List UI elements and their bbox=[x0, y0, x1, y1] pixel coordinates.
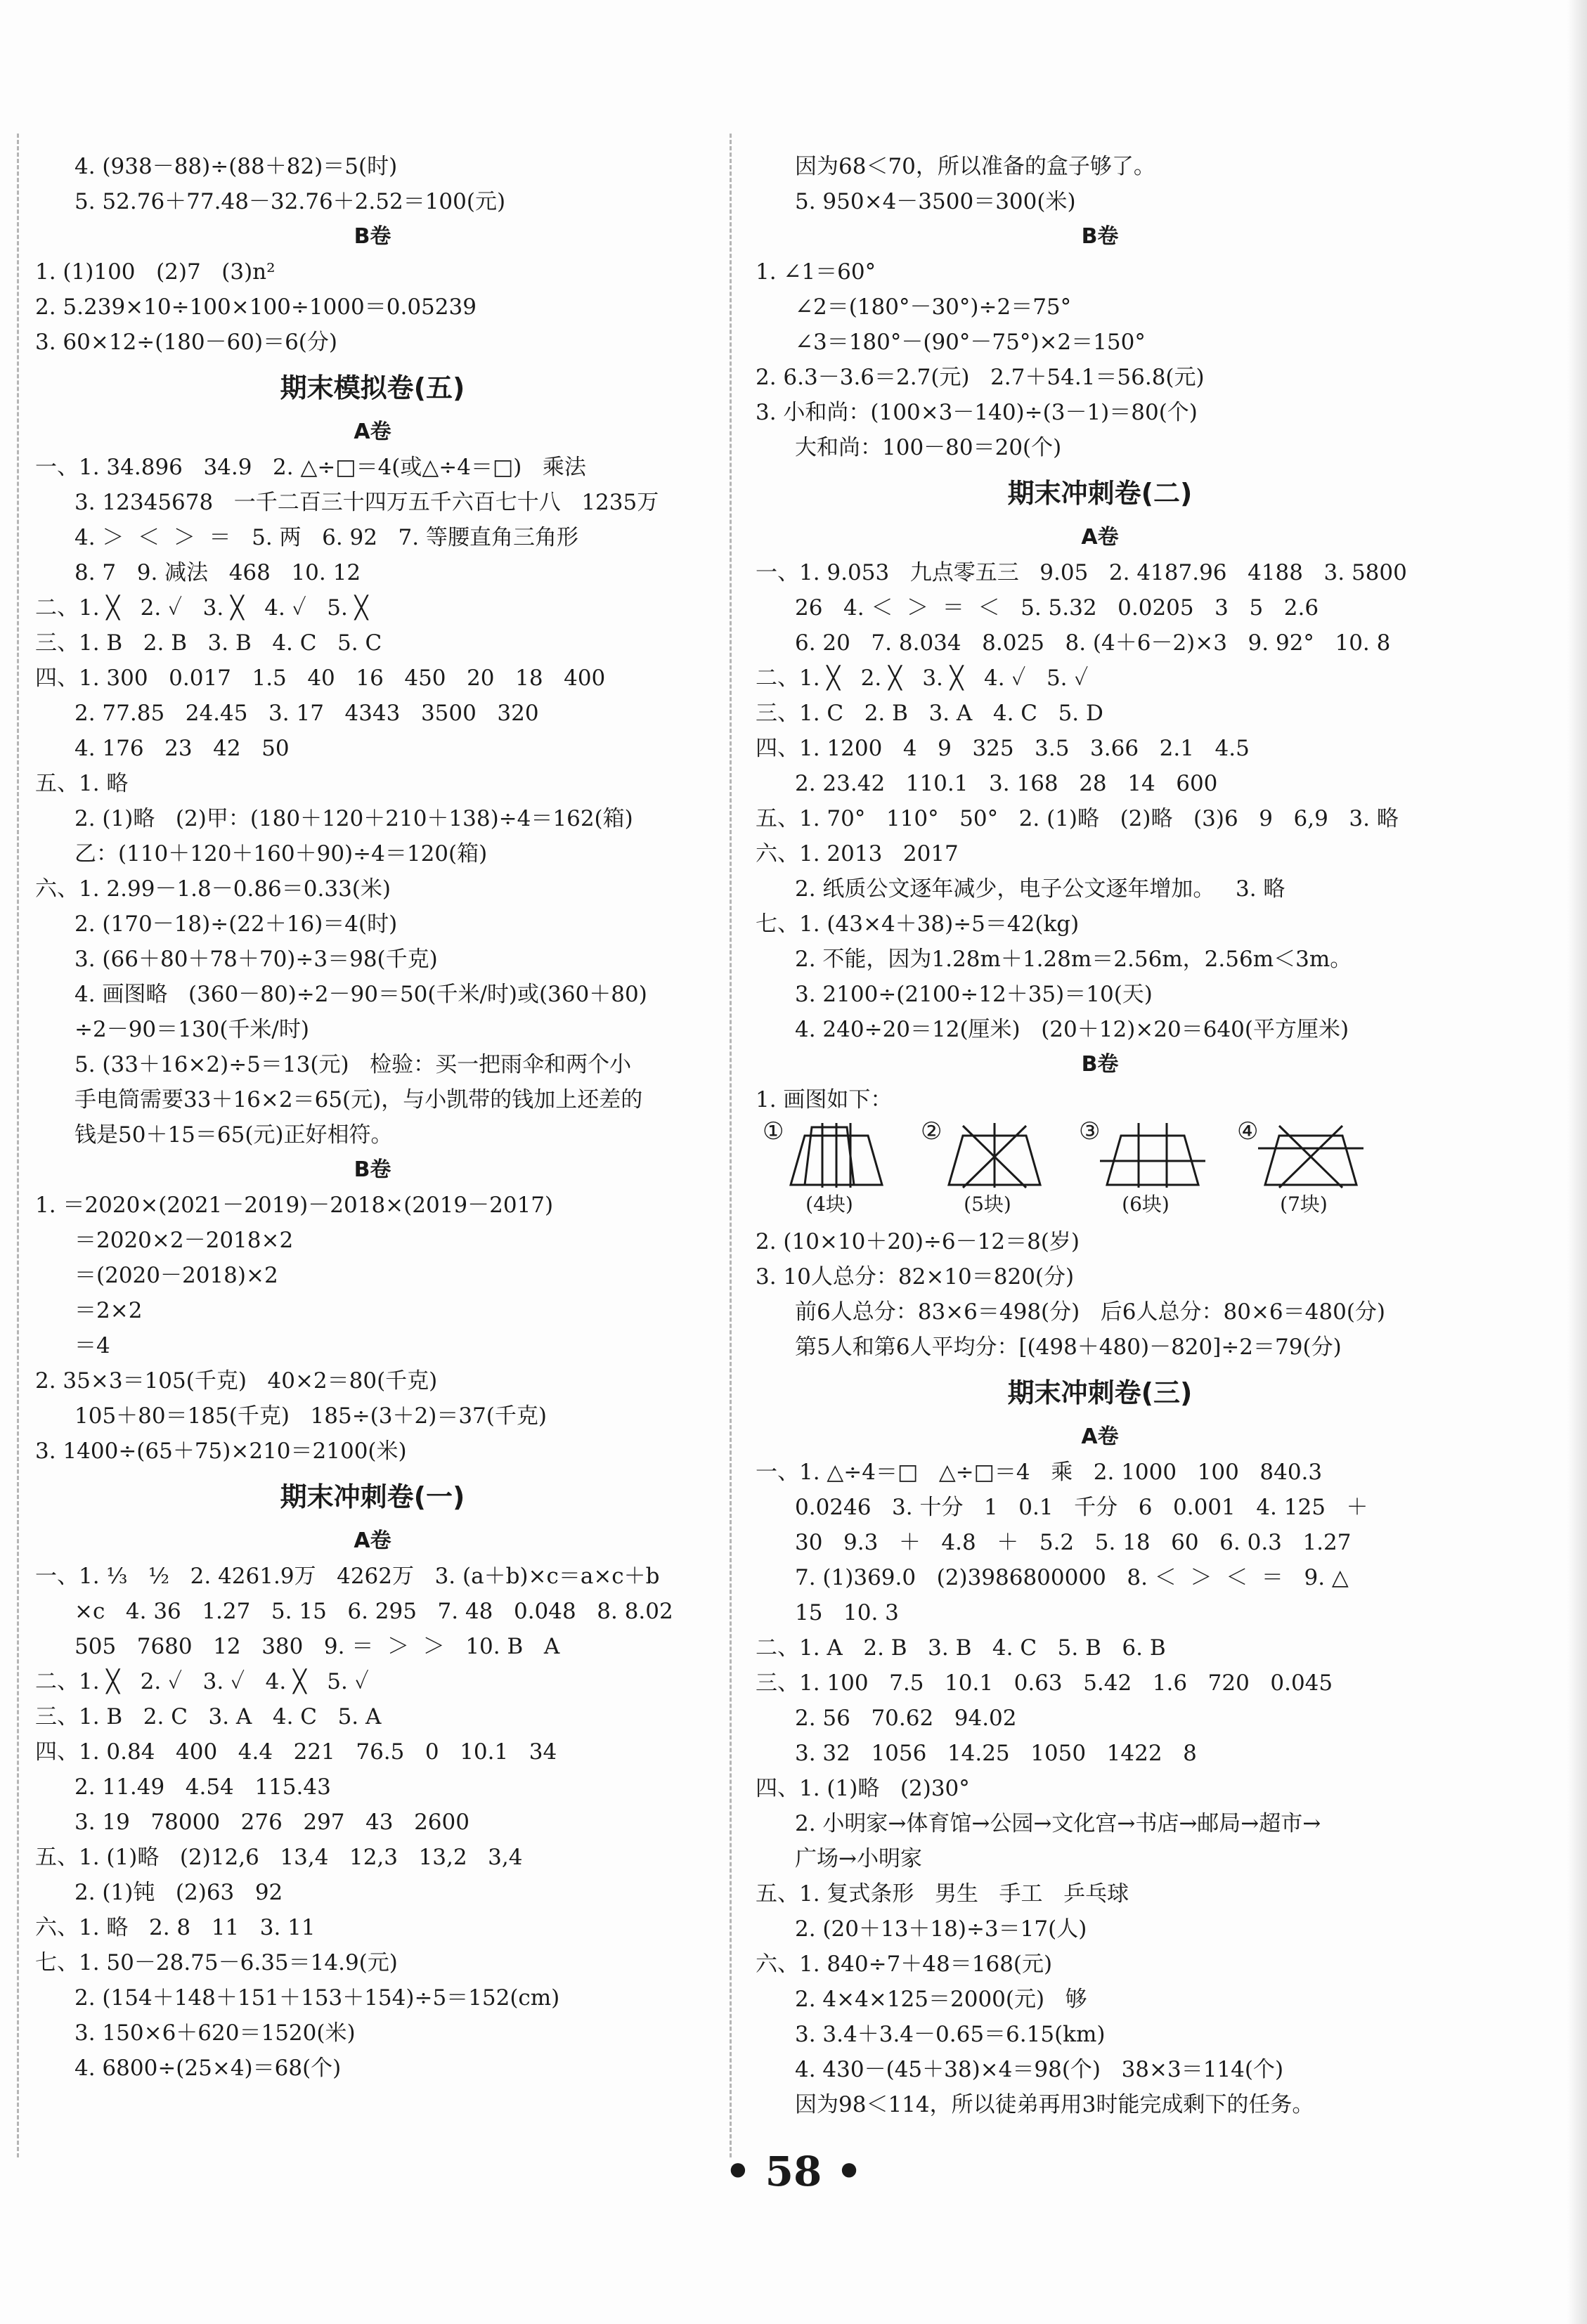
answer-line: 4. 430－(45＋38)×4＝98(个) 38×3＝114(个) bbox=[795, 2057, 1284, 2082]
figure-number: ① bbox=[763, 1117, 784, 1145]
answer-line: 六、1. 略 2. 8 11 3. 11 bbox=[35, 1915, 316, 1940]
answer-line: 4. 240÷20＝12(厘米) (20＋12)×20＝640(平方厘米) bbox=[795, 1017, 1349, 1042]
answer-line: 3. 12345678 一千二百三十四万五千六百七十八 1235万 bbox=[75, 490, 659, 515]
answer-line: 2. 77.85 24.45 3. 17 4343 3500 320 bbox=[75, 701, 539, 726]
section-a-heading: A卷 bbox=[1081, 1424, 1119, 1449]
answer-line: 3. (66＋80＋78＋70)÷3＝98(千克) bbox=[75, 947, 438, 972]
section-a-heading: A卷 bbox=[1081, 525, 1119, 550]
figure-number: ③ bbox=[1079, 1117, 1101, 1145]
figure-caption: (5块) bbox=[964, 1193, 1011, 1216]
section-b-heading: B卷 bbox=[354, 224, 391, 249]
answer-line: ∠2＝(180°－30°)÷2＝75° bbox=[795, 294, 1072, 320]
section-a-heading: A卷 bbox=[354, 1528, 391, 1553]
answer-line: 1. 画图如下： bbox=[756, 1087, 893, 1112]
answer-line: 因为98＜114，所以徒弟再用3时能完成剩下的任务。 bbox=[795, 2092, 1314, 2117]
answer-line: 2. (1)略 (2)甲：(180＋120＋210＋138)÷4＝162(箱) bbox=[75, 806, 633, 831]
answer-line: 四、1. 1200 4 9 325 3.5 3.66 2.1 4.5 bbox=[756, 736, 1250, 761]
answer-line: 三、1. B 2. C 3. A 4. C 5. A bbox=[35, 1704, 382, 1729]
answer-line: 二、1. ╳ 2. ✓ 3. ✓ 4. ╳ 5. ✓ bbox=[35, 1669, 369, 1694]
answer-line: 七、1. (43×4＋38)÷5＝42(kg) bbox=[756, 911, 1080, 937]
binding-dashed-line bbox=[17, 134, 19, 2157]
answer-line: 四、1. (1)略 (2)30° bbox=[756, 1776, 970, 1801]
trapezoid-figure bbox=[1079, 1117, 1212, 1219]
answer-line: 2. 5.239×10÷100×100÷1000＝0.05239 bbox=[35, 294, 477, 320]
section-b-heading: B卷 bbox=[1081, 224, 1119, 249]
answer-line: 2. 4×4×125＝2000(元) 够 bbox=[795, 1987, 1087, 2012]
left-column bbox=[35, 149, 710, 2086]
answer-line: 5. 52.76＋77.48－32.76＋2.52＝100(元) bbox=[75, 189, 506, 214]
section-a-heading: A卷 bbox=[354, 420, 391, 444]
answer-line: 2. (10×10＋20)÷6－12＝8(岁) bbox=[756, 1229, 1080, 1254]
answer-line: 505 7680 12 380 9. ＝ ＞ ＞ 10. B A bbox=[75, 1634, 560, 1659]
answer-line: 四、1. 300 0.017 1.5 40 16 450 20 18 400 bbox=[35, 666, 606, 691]
answer-line: 3. 3.4＋3.4－0.65＝6.15(km) bbox=[795, 2022, 1106, 2047]
answer-line: 六、1. 2.99－1.8－0.86＝0.33(米) bbox=[35, 876, 391, 902]
answer-line: 2. 6.3－3.6＝2.7(元) 2.7＋54.1＝56.8(元) bbox=[756, 365, 1205, 390]
answer-line: 五、1. 略 bbox=[35, 771, 129, 796]
answer-line: 一、1. 34.896 34.9 2. △÷□＝4(或△÷4＝□) 乘法 bbox=[35, 455, 586, 480]
answer-line: 三、1. C 2. B 3. A 4. C 5. D bbox=[756, 701, 1103, 726]
section-b-heading: B卷 bbox=[354, 1157, 391, 1182]
answer-line: 15 10. 3 bbox=[795, 1600, 899, 1625]
answer-line: 二、1. A 2. B 3. B 4. C 5. B 6. B bbox=[756, 1635, 1166, 1661]
answer-line: 六、1. 2013 2017 bbox=[756, 841, 959, 866]
answer-line: 3. 10人总分：82×10＝820(分) bbox=[756, 1264, 1075, 1290]
answer-line: 4. (938－88)÷(88＋82)＝5(时) bbox=[75, 154, 398, 179]
answer-line: 2. 纸质公文逐年减少，电子公文逐年增加。 3. 略 bbox=[795, 876, 1285, 902]
answer-line: 前6人总分：83×6＝498(分) 后6人总分：80×6＝480(分) bbox=[795, 1299, 1386, 1325]
column-divider bbox=[730, 134, 732, 2157]
answer-line: 5. 950×4－3500＝300(米) bbox=[795, 189, 1076, 214]
answer-line: 广场→小明家 bbox=[795, 1846, 922, 1871]
exam-title: 期末冲刺卷(二) bbox=[1007, 478, 1193, 509]
answer-line: 30 9.3 ＋ 4.8 ＋ 5.2 5. 18 60 6. 0.3 1.27 bbox=[795, 1530, 1352, 1555]
answer-line: ×c 4. 36 1.27 5. 15 6. 295 7. 48 0.048 8. 8.02 bbox=[75, 1599, 673, 1624]
exam-title: 期末模拟卷(五) bbox=[280, 372, 465, 403]
answer-line: 3. 小和尚：(100×3－140)÷(3－1)＝80(个) bbox=[756, 400, 1198, 425]
answer-line: 二、1. ╳ 2. ✓ 3. ╳ 4. ✓ 5. ╳ bbox=[35, 595, 368, 621]
answer-line: 因为68＜70，所以准备的盒子够了。 bbox=[795, 154, 1155, 179]
figure-number: ④ bbox=[1237, 1117, 1259, 1145]
answer-line: 二、1. ╳ 2. ╳ 3. ╳ 4. ✓ 5. ✓ bbox=[756, 666, 1089, 691]
answer-line: 一、1. 9.053 九点零五三 9.05 2. 4187.96 4188 3. 5800 bbox=[756, 560, 1407, 585]
answer-line: 2. (20＋13＋18)÷3＝17(人) bbox=[795, 1916, 1087, 1942]
answer-line: 1. (1)100 (2)7 (3)n² bbox=[35, 259, 276, 285]
answer-line: ＝(2020－2018)×2 bbox=[75, 1263, 278, 1288]
answer-line: 五、1. (1)略 (2)12,6 13,4 12,3 13,2 3,4 bbox=[35, 1845, 523, 1870]
answer-line: ÷2－90＝130(千米/时) bbox=[75, 1017, 309, 1042]
answer-line: 3. 32 1056 14.25 1050 1422 8 bbox=[795, 1741, 1197, 1766]
trapezoid-figure bbox=[1237, 1117, 1371, 1219]
answer-line: 2. 35×3＝105(千克) 40×2＝80(千克) bbox=[35, 1368, 438, 1394]
answer-line: 七、1. 50－28.75－6.35＝14.9(元) bbox=[35, 1950, 398, 1975]
answer-line: 乙：(110＋120＋160＋90)÷4＝120(箱) bbox=[75, 841, 488, 866]
answer-line: ＝2020×2－2018×2 bbox=[75, 1228, 294, 1253]
answer-line: 钱是50＋15＝65(元)正好相符。 bbox=[75, 1122, 393, 1148]
answer-line: 一、1. ⅓ ½ 2. 4261.9万 4262万 3. (a＋b)×c＝a×c＋b bbox=[35, 1564, 660, 1589]
figure-caption: (6块) bbox=[1122, 1193, 1170, 1216]
figure-number: ② bbox=[921, 1117, 943, 1145]
answer-line: 2. 23.42 110.1 3. 168 28 14 600 bbox=[795, 771, 1218, 796]
answer-line: 手电筒需要33＋16×2＝65(元)，与小凯带的钱加上还差的 bbox=[75, 1087, 643, 1112]
answer-line: 3. 1400÷(65＋75)×210＝2100(米) bbox=[35, 1439, 407, 1464]
answer-line: 1. ＝2020×(2021－2019)－2018×(2019－2017) bbox=[35, 1193, 554, 1218]
answer-line: 3. 2100÷(2100÷12＋35)＝10(天) bbox=[795, 982, 1153, 1007]
answer-line: 2. 小明家→体育馆→公园→文化宫→书店→邮局→超市→ bbox=[795, 1811, 1321, 1836]
trapezoid-figure bbox=[763, 1117, 896, 1219]
answer-line: 26 4. ＜ ＞ ＝ ＜ 5. 5.32 0.0205 3 5 2.6 bbox=[795, 595, 1319, 621]
answer-line: 三、1. B 2. B 3. B 4. C 5. C bbox=[35, 630, 382, 656]
answer-line: 8. 7 9. 减法 468 10. 12 bbox=[75, 560, 361, 585]
answer-line: 五、1. 70° 110° 50° 2. (1)略 (2)略 (3)6 9 6,9 3. 略 bbox=[756, 806, 1399, 831]
answer-line: 大和尚：100－80＝20(个) bbox=[795, 435, 1062, 460]
answer-line: 5. (33＋16×2)÷5＝13(元) 检验：买一把雨伞和两个小 bbox=[75, 1052, 632, 1077]
answer-line: ＝4 bbox=[75, 1333, 110, 1358]
answer-line: 2. 11.49 4.54 115.43 bbox=[75, 1774, 331, 1800]
answer-line: 0.0246 3. 十分 1 0.1 千分 6 0.001 4. 125 ＋ bbox=[795, 1495, 1368, 1520]
answer-line: 4. 6800÷(25×4)＝68(个) bbox=[75, 2056, 342, 2081]
answer-line: 3. 60×12÷(180－60)＝6(分) bbox=[35, 330, 337, 355]
page-edge-shadow bbox=[1567, 0, 1587, 2324]
answer-line: 三、1. 100 7.5 10.1 0.63 5.42 1.6 720 0.045 bbox=[756, 1670, 1333, 1696]
figure-caption: (7块) bbox=[1280, 1193, 1328, 1216]
answer-line: 105＋80＝185(千克) 185÷(3＋2)＝37(千克) bbox=[75, 1403, 547, 1429]
right-column bbox=[756, 149, 1444, 2122]
answer-line: 2. 56 70.62 94.02 bbox=[795, 1706, 1017, 1731]
answer-line: 4. 176 23 42 50 bbox=[75, 736, 290, 761]
answer-line: 2. (170－18)÷(22＋16)＝4(时) bbox=[75, 911, 398, 937]
answer-line: 4. 画图略 (360－80)÷2－90＝50(千米/时)或(360＋80) bbox=[75, 982, 647, 1007]
answer-line: 1. ∠1＝60° bbox=[756, 259, 876, 285]
answer-line: 六、1. 840÷7＋48＝168(元) bbox=[756, 1952, 1053, 1977]
answer-line: 五、1. 复式条形 男生 手工 乒乓球 bbox=[756, 1881, 1129, 1907]
trapezoid-figure bbox=[921, 1117, 1054, 1219]
figure-caption: (4块) bbox=[805, 1193, 853, 1216]
answer-line: 四、1. 0.84 400 4.4 221 76.5 0 10.1 34 bbox=[35, 1739, 557, 1765]
answer-line: 第5人和第6人平均分：[(498＋480)－820]÷2＝79(分) bbox=[795, 1335, 1342, 1360]
answer-line: 3. 19 78000 276 297 43 2600 bbox=[75, 1810, 469, 1835]
page-number: • 58 • bbox=[725, 2148, 862, 2195]
answer-line: 4. ＞ ＜ ＞ ＝ 5. 两 6. 92 7. 等腰直角三角形 bbox=[75, 525, 578, 550]
answer-line: 3. 150×6＋620＝1520(米) bbox=[75, 2020, 356, 2046]
answer-line: 2. 不能，因为1.28m＋1.28m＝2.56m，2.56m＜3m。 bbox=[795, 947, 1352, 972]
section-b-heading: B卷 bbox=[1081, 1052, 1119, 1077]
answer-line: ＝2×2 bbox=[75, 1298, 143, 1323]
answer-line: 6. 20 7. 8.034 8.025 8. (4＋6－2)×3 9. 92° 10. 8 bbox=[795, 630, 1391, 656]
exam-title: 期末冲刺卷(一) bbox=[280, 1481, 465, 1512]
answer-line: 一、1. △÷4＝□ △÷□＝4 乘 2. 1000 100 840.3 bbox=[756, 1460, 1323, 1485]
answer-line: 7. (1)369.0 (2)3986800000 8. ＜ ＞ ＜ ＝ 9. △ bbox=[795, 1565, 1349, 1590]
answer-line: ∠3＝180°－(90°－75°)×2＝150° bbox=[795, 330, 1146, 355]
cutting-figures bbox=[756, 1117, 1444, 1219]
answer-line: 2. (1)钝 (2)63 92 bbox=[75, 1880, 283, 1905]
answer-line: 2. (154＋148＋151＋153＋154)÷5＝152(cm) bbox=[75, 1985, 560, 2011]
exam-title: 期末冲刺卷(三) bbox=[1007, 1377, 1193, 1408]
